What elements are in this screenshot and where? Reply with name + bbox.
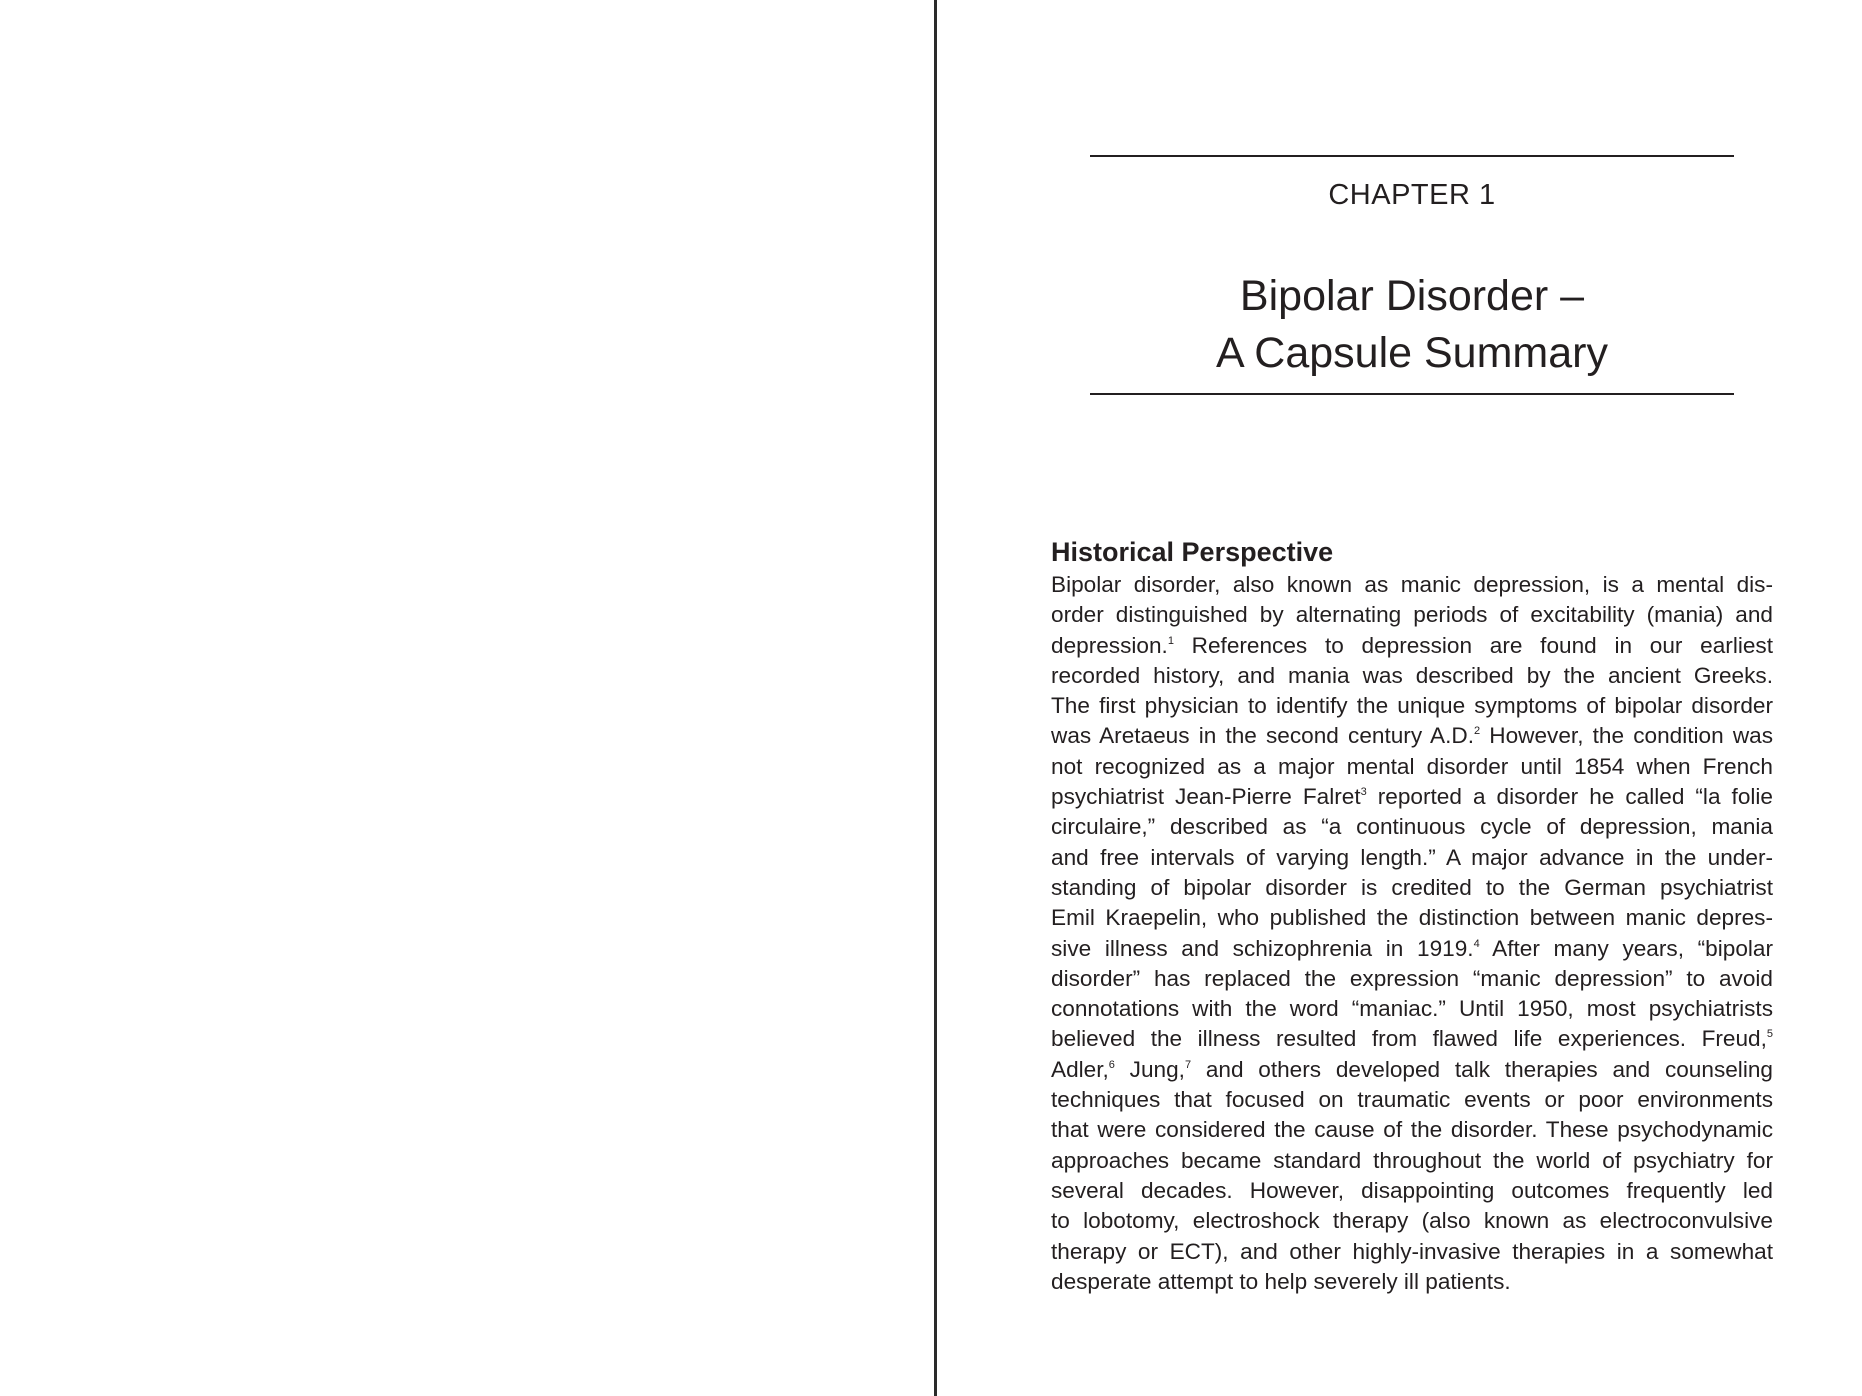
body-line xyxy=(1051,843,1773,873)
body-line xyxy=(1051,600,1773,630)
footnote-ref: 5 xyxy=(1766,1028,1773,1041)
footnote-ref: 7 xyxy=(1184,1058,1192,1071)
body-line xyxy=(1051,1146,1773,1176)
body-text-run: Jung, xyxy=(1114,1056,1185,1082)
body-line xyxy=(1051,1024,1773,1054)
body-text-run: techniques that focused on traumatic events or poor environments xyxy=(1051,1087,1773,1113)
body-text-run: However, the condition was xyxy=(1480,723,1773,749)
footnote-ref: 3 xyxy=(1360,786,1367,799)
body-text-run: order distinguished by alternating periods of excitability (mania) and xyxy=(1051,602,1773,628)
body-text-run: to lobotomy, electroshock therapy (also known as electroconvulsive xyxy=(1051,1208,1773,1234)
body-line xyxy=(1051,691,1773,721)
body-line xyxy=(1051,1237,1773,1267)
body-text-run: sive illness and schizophrenia in 1919. xyxy=(1051,935,1474,961)
body-text-run: desperate attempt to help severely ill patients. xyxy=(1051,1268,1511,1294)
body-text-run: believed the illness resulted from flawed life experiences. Freud, xyxy=(1051,1026,1767,1052)
right-page xyxy=(937,0,1862,1396)
body-paragraph xyxy=(1051,570,1773,1297)
body-line xyxy=(1051,570,1773,600)
body-line xyxy=(1051,873,1773,903)
body-text-run: depression. xyxy=(1051,632,1168,658)
footnote-ref: 4 xyxy=(1473,937,1480,950)
body-text-run: References to depression are found in our earliest xyxy=(1173,632,1773,658)
body-line xyxy=(1051,1267,1773,1297)
body-text-run: standing of bipolar disorder is credited to the German psychiatrist xyxy=(1051,874,1773,900)
body-text-run: disorder” has replaced the expression “manic depression” to avoid xyxy=(1051,965,1773,991)
body-line xyxy=(1051,661,1773,691)
body-text-run: Adler, xyxy=(1051,1056,1109,1082)
body-text-run: recorded history, and mania was described by the ancient Greeks. xyxy=(1051,662,1773,688)
body-text-run: and others developed talk therapies and counseling xyxy=(1191,1056,1773,1082)
body-line xyxy=(1051,782,1773,812)
chapter-rule-bottom xyxy=(1090,393,1734,395)
body-line xyxy=(1051,1085,1773,1115)
body-text-run: and free intervals of varying length.” A major advance in the under- xyxy=(1051,844,1773,870)
footnote-ref: 1 xyxy=(1167,634,1174,647)
chapter-label: CHAPTER 1 xyxy=(1328,179,1496,211)
body-line xyxy=(1051,1115,1773,1145)
body-line xyxy=(1051,812,1773,842)
body-line xyxy=(1051,1206,1773,1236)
section-heading: Historical Perspective xyxy=(1051,537,1334,567)
body-text-run: reported a disorder he called “la folie xyxy=(1366,784,1773,810)
footnote-ref: 6 xyxy=(1108,1058,1115,1071)
footnote-ref: 2 xyxy=(1474,725,1481,738)
chapter-rule-top xyxy=(1090,155,1734,157)
body-text-run: approaches became standard throughout the world of psychiatry for xyxy=(1051,1147,1773,1173)
body-line xyxy=(1051,1055,1773,1085)
body-text-run: circulaire,” described as “a continuous cycle of depression, mania xyxy=(1051,814,1773,840)
chapter-title-line-1: Bipolar Disorder – xyxy=(1239,272,1585,320)
chapter-title-line-2: A Capsule Summary xyxy=(1216,329,1608,377)
body-text-run: connotations with the word “maniac.” Until 1950, most psychiatrists xyxy=(1051,996,1773,1022)
body-line xyxy=(1051,934,1773,964)
body-text-run: not recognized as a major mental disorder until 1854 when French xyxy=(1051,753,1773,779)
body-text-run: After many years, “bipolar xyxy=(1479,935,1773,961)
body-line xyxy=(1051,903,1773,933)
body-line xyxy=(1051,752,1773,782)
body-text-run: The first physician to identify the unique symptoms of bipolar disorder xyxy=(1051,693,1773,719)
body-line xyxy=(1051,964,1773,994)
body-text-run: therapy or ECT), and other highly-invasive therapies in a somewhat xyxy=(1051,1238,1773,1264)
body-line xyxy=(1051,994,1773,1024)
chapter-title xyxy=(1090,268,1734,382)
body-text-run: psychiatrist Jean-Pierre Falret xyxy=(1051,784,1361,810)
body-line xyxy=(1051,721,1773,751)
body-line xyxy=(1051,1176,1773,1206)
body-text-run: several decades. However, disappointing outcomes frequently led xyxy=(1051,1177,1773,1203)
body-text-run: that were considered the cause of the disorder. These psychodynamic xyxy=(1051,1117,1773,1143)
body-line xyxy=(1051,631,1773,661)
body-text-run: Emil Kraepelin, who published the distinction between manic depres- xyxy=(1051,905,1773,931)
body-text-run: Bipolar disorder, also known as manic depression, is a mental dis- xyxy=(1051,572,1773,597)
body-text-run: was Aretaeus in the second century A.D. xyxy=(1051,723,1474,749)
